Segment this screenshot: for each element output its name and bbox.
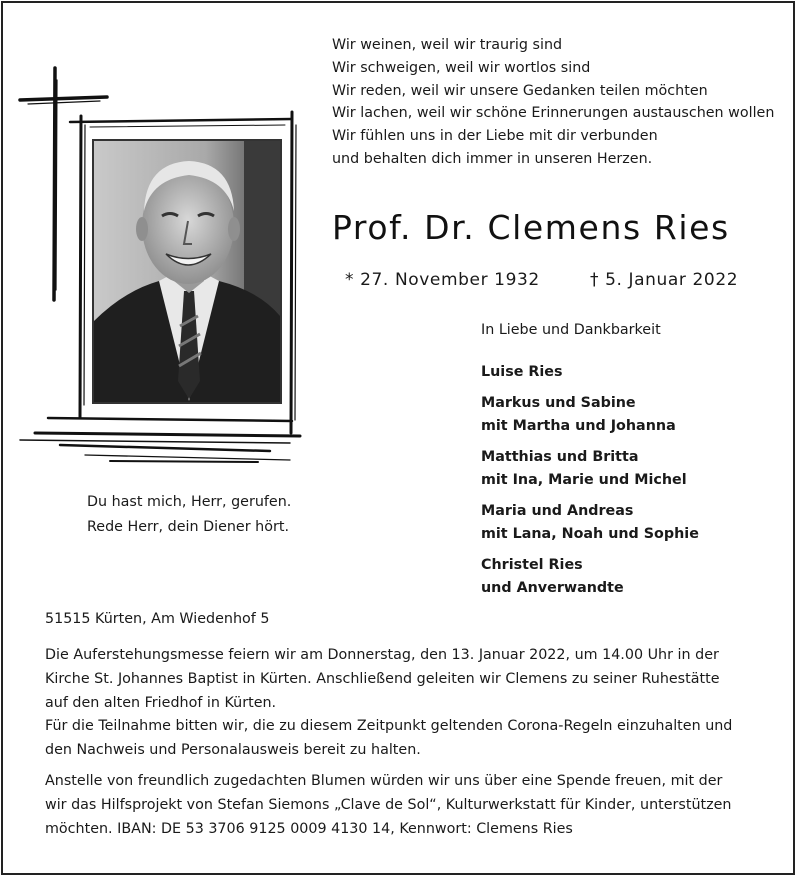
- poem-line: Wir schweigen, weil wir wortlos sind: [332, 59, 591, 76]
- poem-line: Wir reden, weil wir unsere Gedanken teilen möchten: [332, 82, 708, 99]
- bible-quote: [87, 490, 291, 540]
- mourner-group: [481, 446, 781, 493]
- mourners-list: [481, 361, 781, 608]
- mourner-line: mit Lana, Noah und Sophie: [481, 526, 699, 542]
- notice-line: auf den alten Friedhof in Kürten.: [45, 694, 277, 711]
- mourner-group: [481, 361, 781, 385]
- quote-line: Rede Herr, dein Diener hört.: [87, 519, 289, 535]
- poem-line: Wir weinen, weil wir traurig sind: [332, 37, 563, 53]
- poem-line: Wir lachen, weil wir schöne Erinnerungen austauschen wollen: [332, 105, 775, 122]
- poem-line: und behalten dich immer in unseren Herzen.: [332, 150, 653, 167]
- portrait-image: [94, 141, 280, 402]
- mourner-line: Christel Ries: [481, 556, 583, 573]
- mourner-group: [481, 500, 781, 547]
- service-notice: [45, 644, 775, 841]
- birth-date: * 27. November 1932: [345, 270, 540, 290]
- notice-line: wir das Hilfsprojekt von Stefan Siemons „Clave de Sol“, Kulturwerkstatt für Kinder, unterstützen: [45, 796, 732, 813]
- mourner-line: Maria und Andreas: [481, 502, 634, 519]
- deceased-name: Prof. Dr. Clemens Ries: [332, 208, 730, 247]
- notice-line: Die Auferstehungsmesse feiern wir am Donnerstag, den 13. Januar 2022, um 14.00 Uhr in der: [45, 647, 719, 663]
- mourner-group: [481, 554, 781, 601]
- death-date: † 5. Januar 2022: [590, 270, 739, 290]
- family-address: 51515 Kürten, Am Wiedenhof 5: [45, 611, 270, 627]
- mourner-line: Matthias und Britta: [481, 448, 639, 465]
- notice-line: Anstelle von freundlich zugedachten Blumen würden wir uns über eine Spende freuen, mit der: [45, 772, 723, 789]
- mourner-line: mit Martha und Johanna: [481, 418, 676, 434]
- mourner-line: mit Ina, Marie und Michel: [481, 472, 687, 488]
- mourner-line: Markus und Sabine: [481, 394, 636, 411]
- notice-line: den Nachweis und Personalausweis bereit zu halten.: [45, 742, 421, 759]
- portrait-photo: [92, 139, 282, 404]
- notice-line: Für die Teilnahme bitten wir, die zu diesem Zeitpunkt geltenden Corona-Regeln einzuhalten und: [45, 718, 733, 735]
- mourner-group: [481, 392, 781, 439]
- notice-line: möchten. IBAN: DE 53 3706 9125 0009 4130 14, Kennwort: Clemens Ries: [45, 820, 573, 837]
- mourner-line: und Anverwandte: [481, 580, 624, 596]
- quote-line: Du hast mich, Herr, gerufen.: [87, 494, 292, 510]
- notice-line: Kirche St. Johannes Baptist in Kürten. Anschließend geleiten wir Clemens zu seiner Ruhestätte: [45, 670, 720, 687]
- mourner-line: Luise Ries: [481, 364, 563, 380]
- mourners-intro: In Liebe und Dankbarkeit: [481, 322, 661, 338]
- poem-line: Wir fühlen uns in der Liebe mit dir verbunden: [332, 128, 658, 145]
